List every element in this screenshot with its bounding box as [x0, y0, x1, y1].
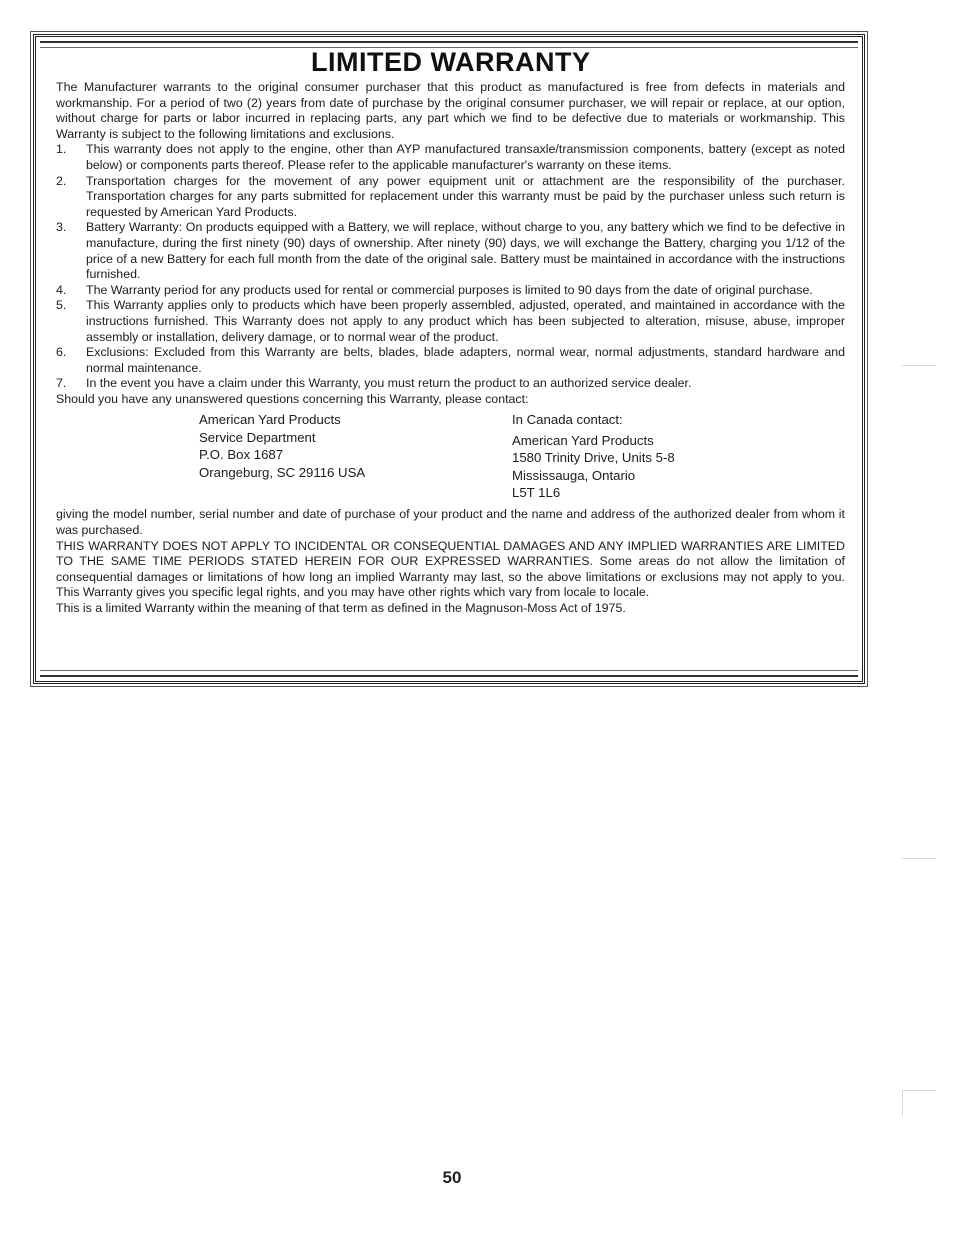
contact-addresses	[56, 411, 845, 507]
scan-artifact	[902, 858, 936, 859]
list-item-number: 1.	[56, 142, 67, 157]
list-item-number: 3.	[56, 220, 67, 235]
page-number: 50	[442, 1168, 462, 1187]
contact-prompt: Should you have any unanswered questions concerning this Warranty, please contact:	[56, 391, 529, 406]
list-item	[56, 283, 845, 299]
list-item-number: 7.	[56, 376, 67, 391]
list-item-number: 4.	[56, 282, 67, 297]
list-item-number: 5.	[56, 298, 67, 313]
canada-address	[512, 411, 675, 501]
intro-paragraph: The Manufacturer warrants to the original consumer purchaser that this product as manufactured is free from defects in materials and workmanship. For a period of two (2) years from date of purchase by the original consumer purchaser, we will repair or replace, at our option, without charge for parts or labor incurred in replacing parts, any part which we find to be defective due to materials or workmanship. This Warranty is subject to the following limitations and exclusions.	[56, 80, 845, 141]
list-item-number: 6.	[56, 345, 67, 360]
list-item-text: Exclusions: Excluded from this Warranty are belts, blades, blade adapters, normal wear, normal adjustments, standard hardware and normal maintenance.	[86, 345, 845, 375]
warranty-box	[33, 34, 865, 684]
list-item-text: This warranty does not apply to the engine, other than AYP manufactured transaxle/transmission components, battery (except as noted below) or components parts thereof. Please refer to the applicable manufacturer's warranty on these items.	[86, 142, 845, 172]
us-address-line: Orangeburg, SC 29116 USA	[199, 464, 366, 480]
list-item-text: This Warranty applies only to products which have been properly assembled, adjusted, operated, and maintained in accordance with the instructions furnished. This Warranty does not apply to any product which has been subjected to alteration, misuse, abuse, improper assembly or installation, delivery damage, or to normal wear of the product.	[86, 298, 845, 344]
list-item-text: Battery Warranty: On products equipped with a Battery, we will replace, without charge to you, any battery which we find to be defective in manufacture, during the first ninety (90) days of ownership. After ninety (90) days, we will exchange the Battery, charging you 1/12 of the price of a new Battery for each full month from the date of the original sale. Battery must be maintained in accordance with the instructions furnished.	[86, 220, 845, 282]
warranty-title: LIMITED WARRANTY	[311, 47, 591, 77]
us-address	[199, 411, 365, 481]
closing-statement: This is a limited Warranty within the meaning of that term as defined in the Magnuson-Moss Act of 1975.	[56, 601, 626, 616]
list-item	[56, 174, 845, 221]
list-item	[56, 376, 845, 392]
canada-address-line: L5T 1L6	[512, 485, 561, 501]
scan-artifact	[902, 1090, 936, 1091]
us-address-line: Service Department	[199, 429, 316, 445]
after-contact-paragraph: giving the model number, serial number and date of purchase of your product and the name and address of the authorized dealer from whom it was purchased.	[56, 507, 845, 538]
list-item-text: In the event you have a claim under this Warranty, you must return the product to an authorized service dealer.	[86, 376, 692, 391]
list-item-text: The Warranty period for any products used for rental or commercial purposes is limited to 90 days from the date of original purchase.	[86, 282, 813, 297]
limitations-list	[56, 142, 845, 392]
list-item	[56, 298, 845, 345]
scan-artifact	[902, 1090, 903, 1116]
list-item	[56, 220, 845, 282]
scan-artifact	[902, 365, 936, 366]
us-address-line: P.O. Box 1687	[199, 447, 284, 463]
warranty-content	[56, 80, 845, 617]
list-item-text: Transportation charges for the movement of any power equipment unit or attachment are the responsibility of the purchaser. Transportation charges for any parts submitted for replacement under this warranty must be paid by the purchaser unless such return is requested by American Yard Products.	[86, 173, 845, 219]
canada-contact-heading: In Canada contact:	[512, 412, 623, 428]
list-item	[56, 345, 845, 376]
box-bottom-rule	[40, 670, 858, 677]
canada-address-line: Mississauga, Ontario	[512, 467, 636, 483]
list-item-number: 2.	[56, 173, 67, 188]
list-item	[56, 142, 845, 173]
canada-address-line: 1580 Trinity Drive, Units 5-8	[512, 450, 675, 466]
us-address-line: American Yard Products	[199, 412, 341, 428]
canada-address-line: American Yard Products	[512, 432, 654, 448]
disclaimer-paragraph: THIS WARRANTY DOES NOT APPLY TO INCIDENTAL OR CONSEQUENTIAL DAMAGES AND ANY IMPLIED WARRANTIES ARE LIMITED TO THE SAME TIME PERIODS STATED HEREIN FOR OUR EXPRESSED WARRANTIES. Some areas do not allow the limitation of consequential damages or limitations of how long an implied Warranty may last, so the above limitations or exclusions may not apply to you. This Warranty gives you specific legal rights, and you may have other rights which vary from locale to locale.	[56, 538, 845, 600]
